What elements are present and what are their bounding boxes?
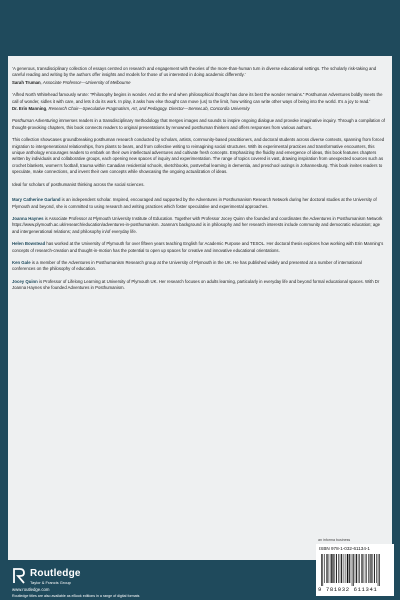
endorsement-attribution-manning: Dr. Erin Manning, Research Chair—Speculative Pragmatism, Art, and Pedagogy. Director—SenseLab, Concordia University: [12, 106, 250, 112]
endorsement-attribution-truman: Sarah Truman, Associate Professor—University of Melbourne: [12, 79, 131, 85]
barcode-digits: 9 781032 611341: [318, 586, 378, 593]
author-name: Ken Gale: [12, 259, 31, 265]
publisher-website[interactable]: www.routledge.com: [12, 587, 50, 592]
bio-gale: Ken Gale is a member of the Adventures in Posthumanism Research group at the University of Plymouth in the UK. He has published widely and presented at a number of international conferences on the philosophy of education.: [12, 259, 362, 272]
isbn-label: ISBN 978-1-032-61134-1: [319, 546, 370, 551]
endorser-name: Sarah Truman: [12, 79, 41, 85]
bio-garland: Mary Catherine Garland is an independent scholar. Inspired, encouraged and supported by the Adventures in Posthumanism Research Network during her doctoral studies at the University of Plymouth and beyond, she is committed to using research and writing practices which foster speculative and experimental approaches.: [12, 197, 377, 209]
ebook-note: Routledge titles are also available as eBook editions in a range of digital formats: [12, 594, 140, 598]
routledge-logo-icon: [12, 567, 26, 585]
bio-haynes: Joanna Haynes is Associate Professor at Plymouth University Institute of Education. Together with Professor Jocey Quinn she founded and coordinates the Adventures in Posthumanism Network https://www.plymouth.ac.uk/research/education/adventures-in-posthumanism. Joanna’s background is in philosophy and her research interests include community and democratic education; age and intergenerational relations; and philosophy in/of everyday life.: [12, 215, 383, 234]
informa-note: an informa business: [318, 538, 351, 542]
barcode: [320, 554, 390, 586]
description-paragraph-3: Ideal for scholars of posthumanist thinking across the social sciences.: [12, 181, 145, 187]
back-cover-text: [12, 66, 386, 556]
publisher-logo: [12, 567, 112, 587]
author-name: Joanna Haynes: [12, 215, 44, 221]
book-title: Posthuman Adventuring: [12, 118, 58, 124]
endorser-name: Dr. Erin Manning: [12, 106, 47, 112]
endorser-affiliation: Research Chair—Speculative Pragmatism, Art, and Pedagogy. Director—SenseLab, Concordia University: [48, 106, 250, 112]
endorsement-quote-manning: ‘Alfred North Whitehead famously wrote: “Philosophy begins in wonder. And at the end when philosophical thought has done its best the wonder remains.” Posthuman Adventures boldly meets the call of wonder, sidles it with care, and lets it do its work. In play, it asks how else thought can move (us) to the limit, how writing can write other ways of being into the world. It’s a joy to read.’: [12, 92, 383, 104]
bio-quinn: Jocey Quinn is Professor of Lifelong Learning at University of Plymouth UK. Her research focuses on adults learning, particularly in everyday life and beyond formal educational spaces. With Dr Joanna Haynes she founded Adventures in Posthumanism.: [12, 278, 380, 291]
publisher-name: Routledge: [30, 568, 81, 579]
barcode-block: [316, 544, 394, 596]
endorser-affiliation: Associate Professor—University of Melbourne: [42, 79, 131, 85]
author-name: Jocey Quinn: [12, 278, 38, 284]
top-border: [0, 0, 400, 56]
author-name: Mary Catherine Garland: [12, 197, 61, 203]
description-paragraph-2: This collection showcases groundbreaking posthuman research conducted by scholars, artists, community-based practitioners, and doctoral students across diverse contexts, spanning from forced migration to intergenerational relationships, from plants to bears, and from collective writing to reimagining social structures. With its experimental practices and transformative encounters, this unique anthology encourages readers to embark on their own intellectual adventures and cultivate fresh concepts. Emphasizing the fluidity and emergence of ideas, this book features chapters written by individuals and collaborative groups, each opening new spaces of inquiry and experimentation. The range of topics covered is vast, drawing inspiration from unexpected sources such as crochet blankets, women’s football, trauma within Canadian residential schools, sketchbooks, postverbal learning in dementia, and preschool outings in Johannesburg. This book invites readers to speculate, make connections, and invent their own concepts while showcasing the ongoing actualization of ideas.: [12, 137, 385, 175]
description-paragraph-1: Posthuman Adventuring immerses readers in a transdisciplinary methodology that merges images and sounds to inspire ongoing dialogue and provoke imaginative inquiry. Through a compilation of thought-provoking chapters, this book connects readers to original presentations by renowned posthuman thinkers and offers responses from various authors.: [12, 118, 386, 130]
publisher-group: Taylor & Francis Group: [30, 580, 71, 585]
endorsement-quote-truman: ‘A generous, transdisciplinary collection of essays centred on research and engagement with theories of the more-than-human turn in diverse educational settings. The scholarly risk-taking and careful reading and writing by the authors offer insights and models for those of us interested in doing academic differently.’: [12, 66, 377, 78]
bio-bowstead: Helen Bowstead has worked at the University of Plymouth for over fifteen years teaching English for Academic Purpose and TESOL. Her doctoral thesis explores how working with Erin Manning’s concepts of research-creation and thought-in-motion has the potential to open up spaces for creative and innovative educational orientations.: [12, 241, 384, 253]
author-name: Helen Bowstead: [12, 241, 46, 247]
